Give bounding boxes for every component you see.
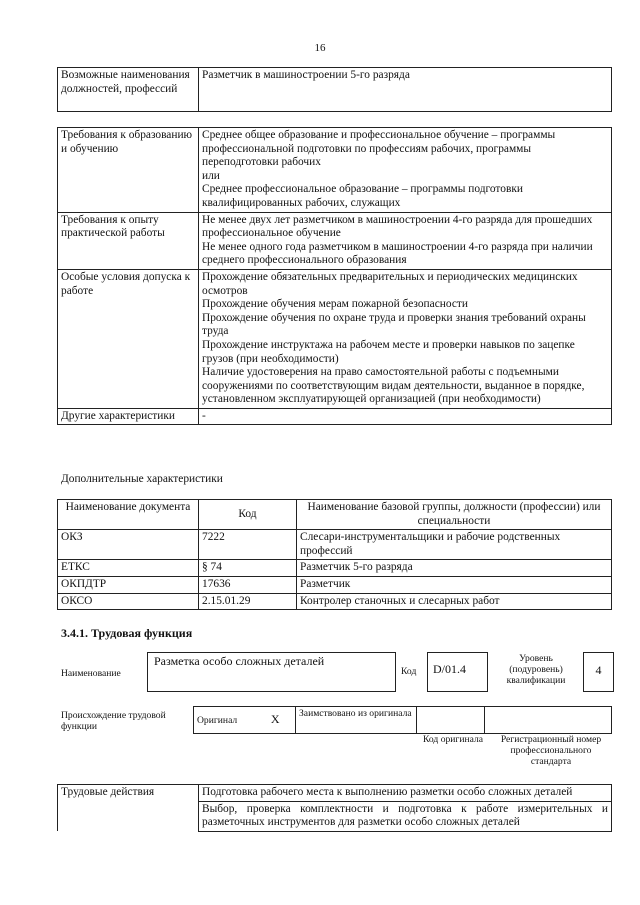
name-box [147, 652, 396, 692]
table-row [58, 269, 612, 408]
header-group: Наименование базовой группы, должности (профессии) или специальности [297, 500, 612, 530]
table-row [58, 530, 612, 560]
condition-line: Прохождение обязательных предварительных и периодических медицинских осмотров [202, 270, 578, 297]
cell-doc: ЕТКС [58, 560, 199, 577]
special-conditions-label: Особые условия допуска к работе [58, 269, 199, 408]
name-label: Наименование [61, 668, 121, 679]
table-row [58, 785, 612, 802]
cell-name: Слесари-инструментальщики и рабочие родственных профессий [297, 530, 612, 560]
code-original-cell [417, 707, 485, 734]
experience-line: Не менее двух лет разметчиком в машиностроении 4-го разряда для прошедших профессиональное обучение [202, 213, 593, 240]
education-line: Среднее профессиональное образование – программы подготовки квалифицированных рабочих, служащих [202, 183, 523, 209]
cell-code: 2.15.01.29 [199, 593, 297, 610]
cell-doc: ОКЗ [58, 530, 199, 560]
borrowed-label: Заимствовано из оригинала [296, 707, 417, 734]
table-row [58, 212, 612, 269]
original-mark: X [256, 707, 296, 734]
additional-title: Дополнительные характеристики [61, 473, 223, 485]
education-value [199, 128, 612, 213]
code-label: Код [401, 666, 417, 677]
cell-code: § 74 [199, 560, 297, 577]
cell-name: Контролер станочных и слесарных работ [297, 593, 612, 610]
education-label: Требования к образованию и обучению [58, 128, 199, 213]
cell-code: 7222 [199, 530, 297, 560]
positions-label: Возможные наименования должностей, профессий [58, 68, 199, 112]
condition-line: Наличие удостоверения на право самостоятельной работы с подъемными сооружениями по соответствующим видам деятельности, выданное в порядке, установленном эксплуатирующей организацией (при необходимости) [202, 366, 585, 406]
origin-label: Происхождение трудовой функции [61, 710, 166, 732]
experience-label: Требования к опыту практической работы [58, 212, 199, 269]
name-value: Разметка особо сложных деталей [154, 654, 325, 668]
experience-value [199, 212, 612, 269]
cell-doc: ОКПДТР [58, 576, 199, 593]
cell-name: Разметчик [297, 576, 612, 593]
additional-table [57, 499, 612, 610]
labor-actions-label: Трудовые действия [58, 785, 199, 832]
table-row [58, 576, 612, 593]
reg-number-cell [485, 707, 612, 734]
header-code: Код [199, 500, 297, 530]
other-value: - [199, 408, 612, 425]
cell-code: 17636 [199, 576, 297, 593]
header-document: Наименование документа [58, 500, 199, 530]
labor-action-item: Подготовка рабочего места к выполнению разметки особо сложных деталей [199, 785, 612, 802]
table-header-row [58, 500, 612, 530]
labor-action-item: Выбор, проверка комплектности и подготовка к работе измерительных и разметочных инструментов для разметки особо сложных деталей [199, 801, 612, 831]
other-label: Другие характеристики [58, 408, 199, 425]
positions-value: Разметчик в машиностроении 5-го разряда [199, 68, 612, 112]
condition-line: Прохождение инструктажа на рабочем месте и проверки навыков по зацепке грузов (при необходимости) [202, 338, 575, 365]
requirements-table [57, 127, 612, 425]
reg-number-caption: Регистрационный номер профессионального стандарта [500, 734, 602, 767]
condition-line: Прохождение обучения мерам пожарной безопасности [202, 298, 468, 311]
positions-table [57, 67, 612, 112]
labor-actions-table [57, 784, 612, 832]
table-row [58, 408, 612, 425]
level-label: Уровень (подуровень) квалификации [506, 653, 566, 686]
page-number: 16 [314, 42, 326, 54]
cell-doc: ОКСО [58, 593, 199, 610]
code-original-caption: Код оригинала [422, 734, 484, 745]
code-box [427, 652, 488, 692]
table-row [58, 560, 612, 577]
table-row [58, 128, 612, 213]
condition-line: Прохождение обучения по охране труда и проверки знания требований охраны труда [202, 311, 586, 338]
education-line: Среднее общее образование и профессиональное обучение – программы профессиональной подготовки по профессиям рабочих, программы переподготовки рабочих [202, 129, 556, 169]
level-box [583, 652, 614, 692]
cell-name: Разметчик 5-го разряда [297, 560, 612, 577]
level-value: 4 [595, 663, 602, 677]
experience-line: Не менее одного года разметчиком в машиностроении 4-го разряда при наличии среднего профессионального образования [202, 240, 593, 267]
education-line: или [202, 169, 220, 182]
function-heading: 3.4.1. Трудовая функция [61, 626, 193, 640]
special-conditions-value [199, 269, 612, 408]
table-row [194, 707, 612, 734]
table-row [58, 68, 612, 112]
origin-table [193, 706, 612, 734]
code-value: D/01.4 [433, 662, 466, 676]
table-row [58, 593, 612, 610]
original-label: Оригинал [194, 707, 256, 734]
